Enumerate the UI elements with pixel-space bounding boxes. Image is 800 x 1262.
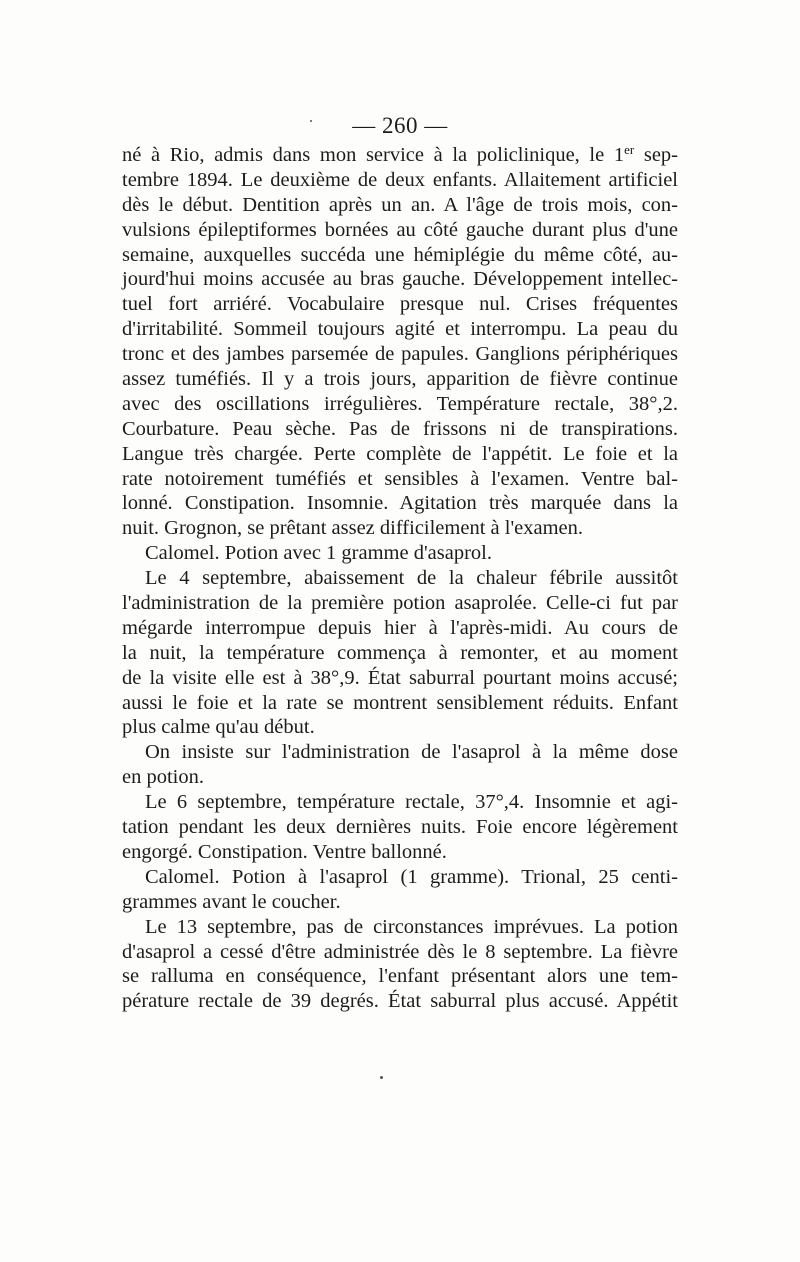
text-line-27: Le 6 septembre, température rectale, 37°,4. Insomnie et agi- — [145, 791, 678, 814]
text-line-14: rate notoirement tuméfiés et sensibles à l'examen. Ventre bal- — [122, 467, 678, 490]
superscript-er: er — [624, 142, 635, 157]
text-line-7: tuel fort arriéré. Vocabulaire presque nul. Crises fréquentes — [122, 293, 678, 316]
text-line-26: en potion. — [122, 766, 204, 789]
text-line-16: nuit. Grognon, se prêtant assez difficilement à l'examen. — [122, 517, 583, 540]
text-line-34: se ralluma en conséquence, l'enfant présentant alors une tem- — [122, 965, 678, 988]
text-line-25: On insiste sur l'administration de l'asaprol à la même dose — [145, 741, 678, 764]
text-line-11: avec des oscillations irrégulières. Température rectale, 38°,2. — [122, 392, 678, 415]
body-text — [122, 143, 678, 1014]
text-line-4: vulsions épileptiformes bornées au côté gauche durant plus d'une — [122, 218, 678, 241]
text-line-8: d'irritabilité. Sommeil toujours agité et interrompu. La peau du — [122, 318, 678, 341]
text-line-31: grammes avant le coucher. — [122, 890, 341, 913]
text-line-6: jourd'hui moins accusée au bras gauche. Développement intellec- — [122, 268, 678, 291]
text-line-2: tembre 1894. Le deuxième de deux enfants. Allaitement artificiel — [122, 168, 678, 191]
text-line-19: l'administration de la première potion asaprolée. Celle-ci fut par — [122, 592, 678, 615]
text-line-15: lonné. Constipation. Insomnie. Agitation très marquée dans la — [122, 492, 678, 515]
text-line-35: pérature rectale de 39 degrés. État saburral plus accusé. Appétit — [122, 990, 678, 1013]
text-line-12: Courbature. Peau sèche. Pas de frissons ni de transpirations. — [122, 417, 678, 440]
print-speck — [310, 120, 312, 122]
text-line-18: Le 4 septembre, abaissement de la chaleur fébrile aussitôt — [145, 567, 678, 590]
text-line-24: plus calme qu'au début. — [122, 716, 315, 739]
text-line-13: Langue très chargée. Perte complète de l'appétit. Le foie et la — [122, 442, 678, 465]
text-line-33: d'asaprol a cessé d'être administrée dès le 8 septembre. La fièvre — [122, 940, 678, 963]
text-line-21: la nuit, la température commença à remonter, et au moment — [122, 641, 678, 664]
text-line-32: Le 13 septembre, pas de circonstances imprévues. La potion — [145, 915, 678, 938]
text-line-20: mégarde interrompue depuis hier à l'après-midi. Au cours de — [122, 616, 678, 639]
text-line-23: aussi le foie et la rate se montrent sensiblement réduits. Enfant — [122, 691, 678, 714]
text-line-5: semaine, auxquelles succéda une hémiplégie du même côté, au- — [122, 243, 678, 266]
page-number: — 260 — — [352, 113, 448, 138]
text-line-1 — [122, 143, 678, 168]
text-line-10: assez tuméfiés. Il y a trois jours, apparition de fièvre continue — [122, 368, 678, 391]
text-line-28: tation pendant les deux dernières nuits. Foie encore légèrement — [122, 816, 678, 839]
text-line-30: Calomel. Potion à l'asaprol (1 gramme). Trional, 25 centi- — [145, 865, 678, 888]
text-line-17: Calomel. Potion avec 1 gramme d'asaprol. — [145, 542, 492, 565]
print-speck — [380, 1076, 383, 1079]
text-line-9: tronc et des jambes parsemée de papules. Ganglions périphériques — [122, 343, 678, 366]
text-line-29: engorgé. Constipation. Ventre ballonné. — [122, 840, 447, 863]
text-line-22: de la visite elle est à 38°,9. État saburral pourtant moins accusé; — [122, 666, 678, 689]
line-1-text: né à Rio, admis dans mon service à la policlinique, le 1er sep- — [122, 142, 678, 166]
text-line-3: dès le début. Dentition après un an. A l'âge de trois mois, con- — [122, 193, 678, 216]
